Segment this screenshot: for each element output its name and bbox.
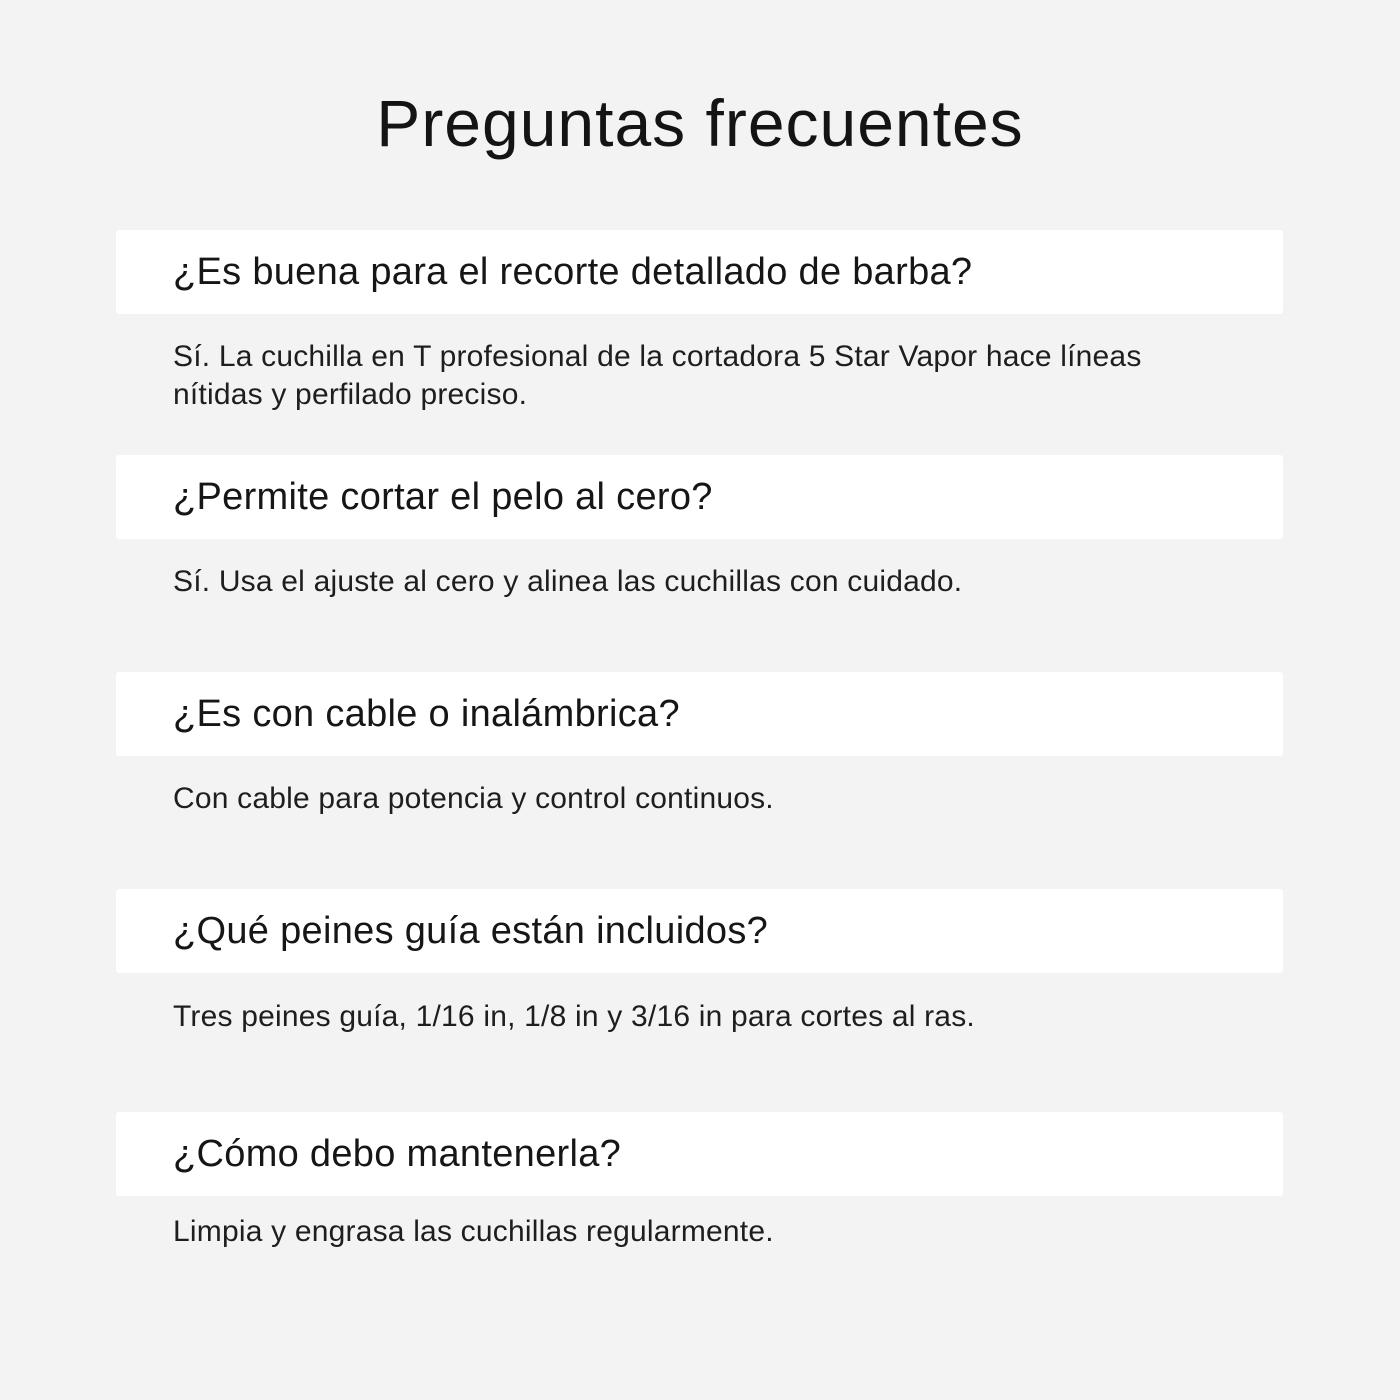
faq-question-5 xyxy=(116,1112,1283,1196)
faq-question-3 xyxy=(116,672,1283,756)
faq-answer-2: Sí. Usa el ajuste al cero y alinea las cuchillas con cuidado. xyxy=(173,565,963,598)
faq-answer-4: Tres peines guía, 1/16 in, 1/8 in y 3/16 in para cortes al ras. xyxy=(173,1000,975,1033)
page-title: Preguntas frecuentes xyxy=(376,86,1024,160)
faq-question-text: ¿Cómo debo mantenerla? xyxy=(173,1132,622,1175)
faq-question-text: ¿Es buena para el recorte detallado de barba? xyxy=(173,250,973,293)
faq-answer-1: Sí. La cuchilla en T profesional de la cortadora 5 Star Vapor hace líneas nítidas y perfilado preciso. xyxy=(173,340,1142,411)
faq-question-text: ¿Permite cortar el pelo al cero? xyxy=(173,475,713,518)
faq-answer-5: Limpia y engrasa las cuchillas regularmente. xyxy=(173,1215,774,1248)
faq-question-1 xyxy=(116,230,1283,314)
faq-question-4 xyxy=(116,889,1283,973)
faq-question-text: ¿Qué peines guía están incluidos? xyxy=(173,909,769,952)
faq-question-text: ¿Es con cable o inalámbrica? xyxy=(173,692,680,735)
faq-answer-3: Con cable para potencia y control continuos. xyxy=(173,782,774,815)
faq-question-2 xyxy=(116,455,1283,539)
